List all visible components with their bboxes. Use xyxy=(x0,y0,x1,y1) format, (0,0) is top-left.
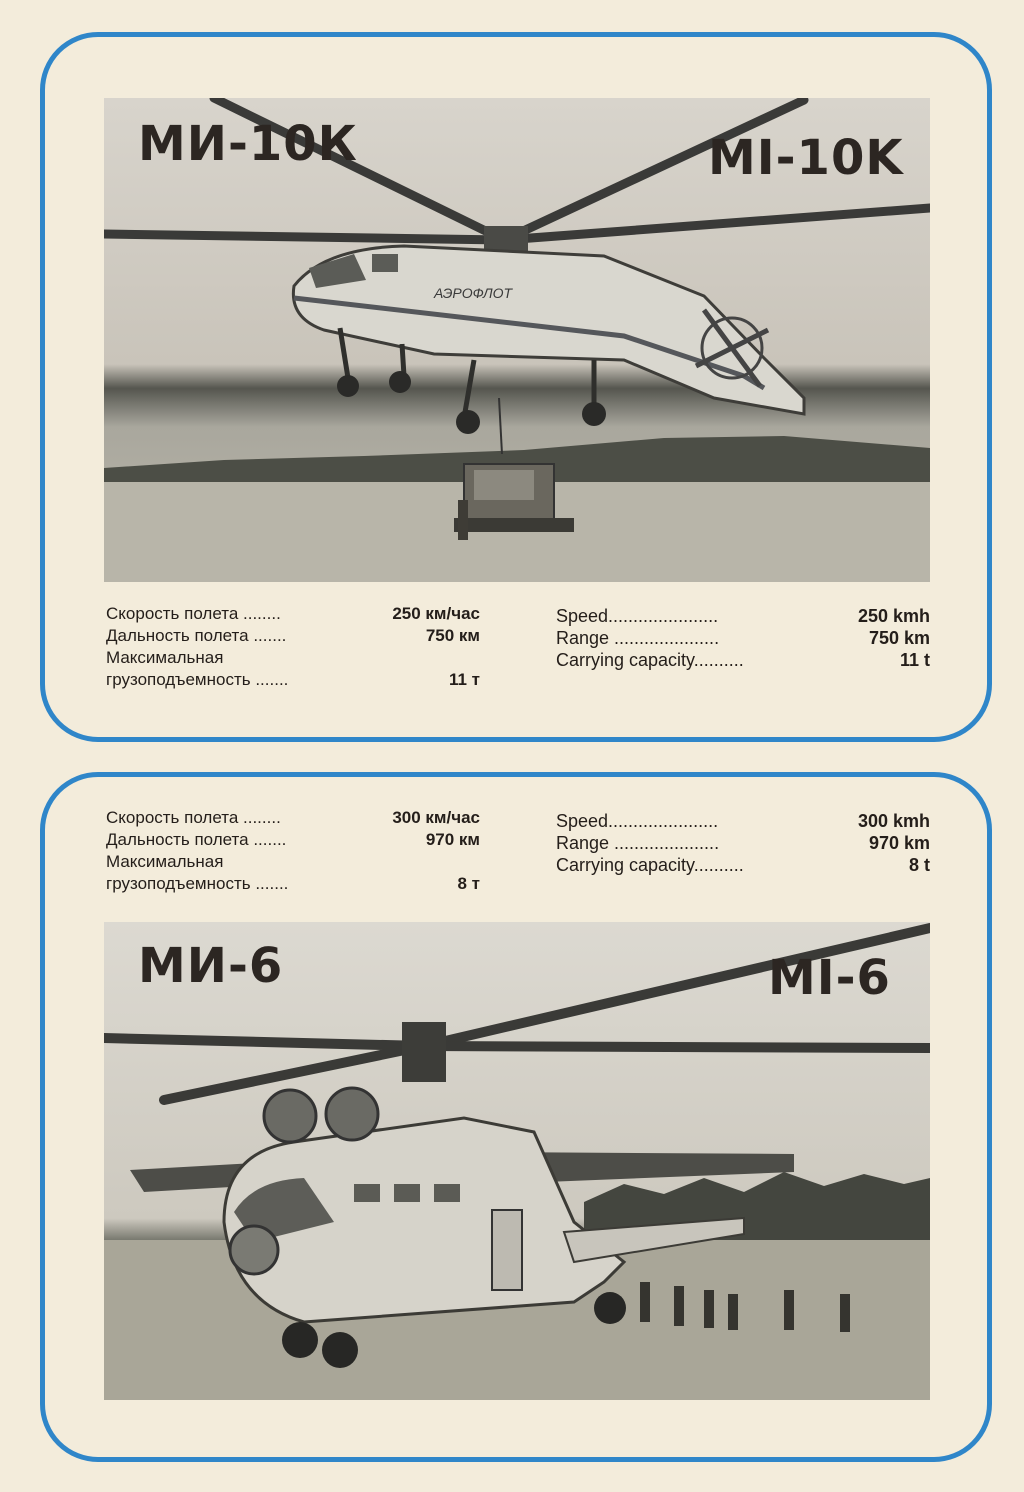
spec-row xyxy=(556,854,930,876)
photo-livery-text: АЭРОФЛОТ xyxy=(434,285,513,301)
spec-row xyxy=(556,649,930,671)
spec-row xyxy=(106,829,480,851)
spec-value: 8 т xyxy=(457,874,480,893)
spec-value: 11 т xyxy=(448,670,480,689)
mi10k-title-ru: МИ-10К xyxy=(138,116,358,172)
spec-label: Carrying capacity.......... xyxy=(556,650,744,670)
spec-value: 750 км xyxy=(425,626,480,645)
mi6-title-en: MI-6 xyxy=(768,950,891,1006)
mi10k-specs-ru xyxy=(106,603,480,691)
spec-value: 300 км/час xyxy=(392,808,480,827)
spec-label: Максимальная xyxy=(106,648,224,667)
spec-row xyxy=(106,647,480,669)
spec-label: Скорость полета ........ xyxy=(106,808,281,827)
spec-label: Speed...................... xyxy=(556,606,719,626)
spec-row xyxy=(106,807,480,829)
mi10k-title-en: MI-10K xyxy=(708,130,904,186)
spec-label: грузоподъемность ....... xyxy=(106,874,289,893)
mi6-specs-en xyxy=(556,810,930,876)
spec-label: Дальность полета ....... xyxy=(106,830,287,849)
spec-value: 970 km xyxy=(868,833,930,853)
spec-label: Carrying capacity.......... xyxy=(556,855,744,875)
mi10k-specs-en xyxy=(556,605,930,671)
spec-label: Range ..................... xyxy=(556,833,720,853)
spec-value: 300 kmh xyxy=(857,811,930,831)
spec-row xyxy=(556,810,930,832)
spec-row xyxy=(106,625,480,647)
spec-value: 970 км xyxy=(425,830,480,849)
mi6-title-ru: МИ-6 xyxy=(138,938,284,994)
spec-row xyxy=(106,851,480,873)
spec-row xyxy=(106,873,480,895)
spec-row xyxy=(556,605,930,627)
mi6-specs-ru xyxy=(106,807,480,895)
spec-value: 250 км/час xyxy=(392,604,480,623)
spec-label: Максимальная xyxy=(106,852,224,871)
spec-value: 11 t xyxy=(899,650,930,670)
spec-row xyxy=(556,627,930,649)
spec-label: Скорость полета ........ xyxy=(106,604,281,623)
spec-value: 250 kmh xyxy=(857,606,930,626)
spec-label: Speed...................... xyxy=(556,811,719,831)
spec-row xyxy=(556,832,930,854)
spec-row xyxy=(106,669,480,691)
spec-label: Range ..................... xyxy=(556,628,720,648)
spec-label: грузоподъемность ....... xyxy=(106,670,289,689)
spec-row xyxy=(106,603,480,625)
spec-label: Дальность полета ....... xyxy=(106,626,287,645)
spec-value: 8 t xyxy=(908,855,930,875)
spec-value: 750 km xyxy=(868,628,930,648)
